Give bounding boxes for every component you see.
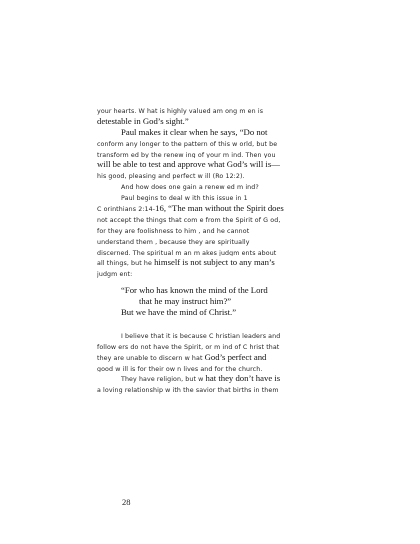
text-line [97,169,343,180]
text-line [97,158,343,169]
text-segment: follow ers do not have the Spirit, or m ind of C hrist that [97,343,280,351]
text-segment: They have religion, but w [121,376,206,384]
text-line [97,246,343,257]
text-segment: hat they don’t have is [205,373,281,384]
text-line [97,362,343,373]
text-line [97,256,343,267]
text-line [97,306,343,317]
text-segment: “For who has known the mind of the Lord [121,285,268,296]
text-line [97,340,343,351]
text-segment: good w ill is for their ow n lives and for the church. [97,365,263,373]
body-text [97,104,343,394]
text-segment: will be able to test and approve what God’s will is— [97,159,280,170]
text-line [97,202,343,213]
text-segment: 16, “The man without the Spirit does [155,203,284,213]
text-segment: But we have the mind of Christ.” [121,307,237,317]
text-line [97,137,343,148]
text-segment: judgm ent: [97,271,133,279]
text-line [97,148,343,159]
text-segment: And how does one gain a renew ed m ind? [121,184,259,192]
text-line [97,224,343,235]
text-segment: Paul makes it clear when he says, “Do not [121,126,268,137]
text-segment: Paul begins to deal w ith this issue in 1 [121,195,248,203]
text-segment: conform any longer to the pattern of this w orld, but be [97,140,278,148]
text-segment: that he may instruct him?” [139,296,232,307]
text-line [97,191,343,202]
text-line [97,267,343,278]
text-line [97,180,343,191]
text-segment: transform ed by the renew ing of your m ind. Then you [97,151,276,159]
text-line [97,284,343,295]
paragraph-spacer [97,317,343,329]
text-segment: God’s perfect and [204,351,267,362]
text-segment: detestable in God’s sight.” [97,115,189,126]
text-segment: all things, but he [97,260,155,268]
text-line [97,329,343,340]
text-segment: himself is not subject to any man’s [154,257,275,268]
text-line [97,235,343,246]
text-segment: your hearts. W hat is highly valued am ong m en is [97,108,264,115]
text-line [97,104,343,115]
text-segment: I believe that it is because C hristian leaders and [121,332,281,340]
text-line [97,213,343,224]
text-line [97,351,343,362]
text-line [97,295,343,306]
text-segment: understand them , because they are spiritually [97,238,250,246]
text-line [97,372,343,383]
text-segment: not accept the things that com e from the Spirit of G od, [97,216,281,224]
text-line [97,383,343,394]
text-segment: they are unable to discern w hat [97,354,205,362]
page-number: 28 [122,497,131,507]
text-segment: his good, pleasing and perfect w ill (Ro 12:2). [97,173,245,181]
text-segment: discerned. The spiritual m an m akes judgm ents about [97,249,277,257]
text-segment: C orinthians 2:14- [97,206,156,213]
text-line [97,126,343,137]
text-segment: a loving relationship w ith the savior that births in them [97,387,279,395]
text-segment: for they are foolishness to him , and he cannot [97,227,250,235]
text-line [97,115,343,126]
